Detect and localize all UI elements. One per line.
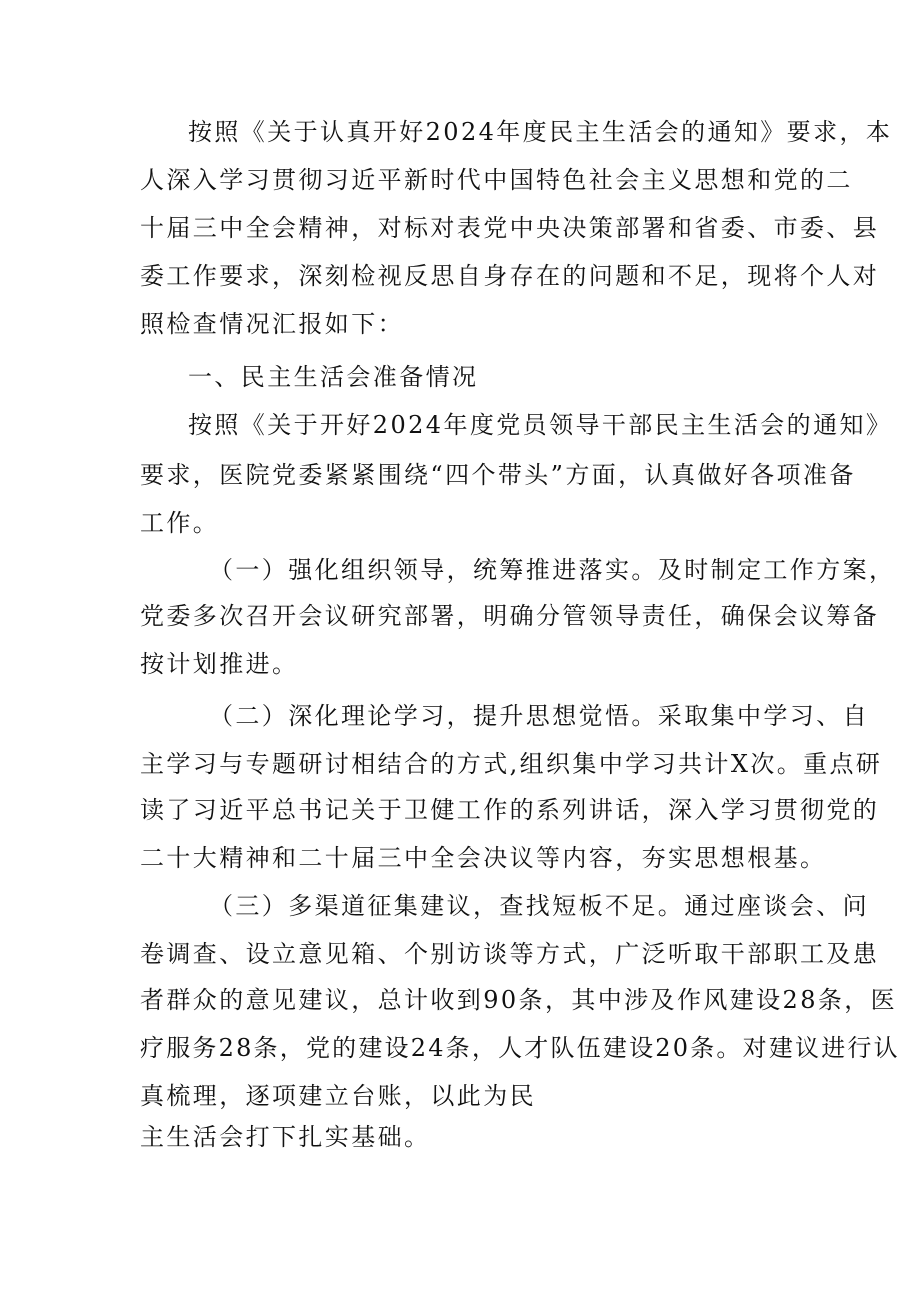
- paragraph-5-line-1: （三）多渠道征集建议，查找短板不足。通过座谈会、问: [209, 892, 869, 920]
- paragraph-2-line-2: 要求，医院党委紧紧围绕“四个带头”方面，认真做好各项准备: [140, 461, 856, 489]
- paragraph-1-line-5: 照检查情况汇报如下：: [140, 310, 404, 338]
- paragraph-5-line-6: 主生活会打下扎实基础。: [140, 1123, 431, 1151]
- paragraph-5-line-2: 卷调查、设立意见箱、个别访谈等方式，广泛听取干部职工及患: [140, 940, 880, 968]
- paragraph-2-line-1: 按照《关于开好2024年度党员领导干部民主生活会的通知》: [188, 411, 893, 439]
- paragraph-3-line-1: （一）强化组织领导，统筹推进落实。及时制定工作方案，: [209, 556, 896, 584]
- paragraph-3-line-2: 党委多次召开会议研究部署，明确分管领导责任，确保会议筹备: [140, 602, 880, 630]
- paragraph-4-line-1: （二）深化理论学习，提升思想觉悟。采取集中学习、自: [209, 702, 869, 730]
- paragraph-1-line-2: 人深入学习贯彻习近平新时代中国特色社会主义思想和党的二: [140, 166, 853, 194]
- paragraph-4-line-3: 读了习近平总书记关于卫健工作的系列讲话，深入学习贯彻党的: [140, 796, 880, 824]
- paragraph-1-line-4: 委工作要求，深刻检视反思自身存在的问题和不足，现将个人对: [140, 262, 880, 290]
- paragraph-5-line-3: 者群众的意见建议，总计收到90条，其中涉及作风建设28条，医: [140, 986, 898, 1014]
- paragraph-1-line-1: 按照《关于认真开好2024年度民主生活会的通知》要求，本: [188, 118, 893, 146]
- paragraph-3-line-3: 按计划推进。: [140, 650, 299, 678]
- paragraph-4-line-2: 主学习与专题研讨相结合的方式,组织集中学习共计X次。重点研: [140, 750, 883, 778]
- paragraph-1-line-3: 十届三中全会精神，对标对表党中央决策部署和省委、市委、县: [140, 214, 880, 242]
- paragraph-5-line-4: 疗服务28条，党的建设24条，人才队伍建设20条。对建议进行认: [140, 1034, 900, 1062]
- paragraph-5-line-5: 真梳理，逐项建立台账，以此为民: [140, 1082, 536, 1110]
- paragraph-2-line-3: 工作。: [140, 509, 220, 537]
- paragraph-4-line-4: 二十大精神和二十届三中全会决议等内容，夯实思想根基。: [140, 844, 827, 872]
- section-heading: 一、民主生活会准备情况: [188, 363, 479, 391]
